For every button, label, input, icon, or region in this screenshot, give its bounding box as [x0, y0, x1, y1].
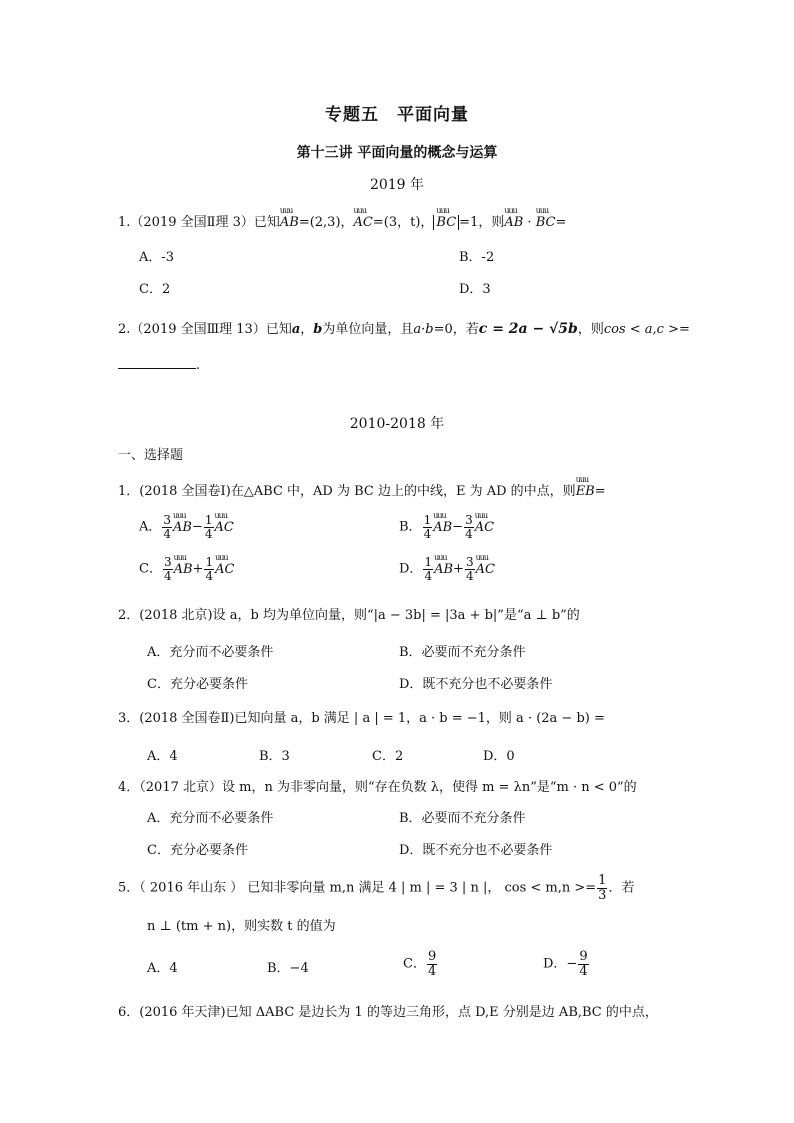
vector-ab: uuu AB: [174, 563, 193, 576]
section-heading: 一、选择题: [118, 448, 184, 463]
option-d: [399, 556, 495, 582]
question-text: ．若: [608, 880, 635, 896]
option-c: C．2: [372, 749, 404, 764]
fraction-num: 9: [427, 949, 437, 964]
vector-b: b: [313, 322, 323, 337]
question-2019-2: [118, 322, 690, 336]
question-text: 2.（2019 全国Ⅲ理 13）已知: [118, 322, 292, 337]
question-4: 4．（2017 北京）设 m，n 为非零向量，则“存在负数 λ，使得 m = λn”是“m · n < 0”的: [118, 780, 637, 795]
option-label: A．: [139, 519, 162, 535]
option-d: D．既不充分也不必要条件: [399, 677, 553, 692]
operator: −: [191, 519, 203, 535]
vector-bc: uuu BC: [536, 216, 556, 229]
option-c: C．充分必要条件: [147, 677, 248, 692]
option-c: C．2: [139, 282, 171, 297]
question-text: 为单位向量，且: [322, 322, 414, 337]
question-5-line2: n ⊥ (tm + n)，则实数 t 的值为: [147, 919, 336, 934]
question-text: .: [196, 358, 201, 373]
operator: −: [452, 519, 464, 535]
fraction-num: 1: [424, 555, 433, 569]
vector-ac: uuu AC: [476, 563, 495, 576]
vector-ab: uuu AB: [434, 563, 453, 576]
option-b: B．必要而不充分条件: [399, 811, 526, 826]
answer-blank[interactable]: [118, 358, 200, 372]
option-a: [139, 514, 234, 540]
option-label: C．: [139, 561, 162, 577]
vector-ab: uuu AB: [504, 216, 523, 229]
fraction-den: 4: [579, 963, 588, 979]
question-2019-1: 1.（2019 全国Ⅱ理 3）已知uuu AB=(2,3)，uuu AC=(3，t)，uuu BC =1，则uuu AB · uuu BC=: [118, 216, 566, 229]
fraction-den: 4: [424, 568, 433, 583]
vector-eb: uuu EB: [576, 485, 595, 498]
page-subtitle: 第十三讲 平面向量的概念与运算: [296, 145, 498, 161]
fraction-den: 4: [204, 526, 213, 541]
question-5: [118, 874, 634, 902]
fraction-den: 4: [465, 526, 473, 541]
vector-bc: uuu BC: [436, 216, 456, 229]
question-3: 3．(2018 全国卷Ⅱ)已知向量 a，b 满足 | a | = 1，a · b = −1，则 a · (2a − b) =: [118, 711, 605, 726]
fraction-den: 4: [163, 568, 172, 583]
option-b: B．3: [259, 749, 290, 764]
question-text: =: [555, 215, 567, 230]
fraction-num: 3: [465, 513, 473, 527]
option-label: B．: [399, 519, 422, 535]
question-text: 1．(2018 全国卷Ⅰ)在△ABC 中，AD 为 BC 边上的中线，E 为 AD 的中点，则: [118, 484, 576, 499]
option-d: D．既不充分也不必要条件: [399, 843, 553, 858]
fraction-den: 4: [427, 963, 437, 979]
operator: +: [192, 561, 204, 577]
option-a: A．-3: [139, 250, 175, 265]
fraction-num: 1: [598, 873, 607, 888]
question-text: =0，若: [433, 322, 479, 337]
year-heading-2019: 2019 年: [369, 177, 425, 193]
fraction-num: 3: [163, 555, 172, 569]
fraction-num: 1: [204, 513, 213, 527]
question-text: 1.（2019 全国Ⅱ理 3）已知: [118, 215, 280, 230]
fraction-num: 1: [423, 513, 432, 527]
option-a: A．4: [147, 961, 178, 976]
question-text: =(2,3)，: [298, 215, 354, 230]
fraction-den: 4: [163, 526, 172, 541]
question-2: 2．(2018 北京)设 a，b 均为单位向量，则“|a − 3b| = |3a + b|”是“a ⊥ b”的: [118, 608, 580, 623]
fraction-den: 4: [423, 526, 432, 541]
vector-ac: uuu AC: [215, 563, 234, 576]
option-label: D．: [399, 561, 423, 577]
option-d: [543, 950, 590, 978]
option-d: D．0: [483, 749, 515, 764]
dot-product: a·b: [413, 322, 434, 337]
question-text: =1，则: [459, 215, 505, 230]
vector-ac: uuu AC: [354, 216, 373, 229]
vector-ac: uuu AC: [215, 521, 234, 534]
fraction-den: 4: [205, 568, 214, 583]
question-text: 5．（ 2016 年山东 ） 已知非零向量 m,n 满足 4 | m | = 3 | n |， cos < m,n >=: [118, 880, 597, 896]
question-6: 6．(2016 年天津)已知 ΔABC 是边长为 1 的等边三角形，点 D,E 分别是边 AB,BC 的中点，: [118, 1005, 658, 1020]
formula: c = 2a − √5b: [478, 321, 578, 337]
fraction-num: 9: [579, 949, 588, 964]
option-b: B．必要而不充分条件: [399, 645, 526, 660]
option-b: [399, 514, 494, 540]
fraction-num: 3: [163, 513, 172, 527]
option-label: D．−: [543, 956, 578, 972]
option-label: C．: [403, 956, 426, 972]
question-text: ，: [300, 322, 314, 337]
question-text: =: [594, 484, 606, 499]
question-text: =(3，t)，: [372, 215, 434, 230]
page-title: 专题五 平面向量: [325, 105, 469, 125]
formula: cos < a,c >=: [603, 322, 690, 337]
operator: +: [453, 561, 464, 577]
fraction-num: 1: [205, 555, 214, 569]
vector-a: a: [291, 322, 301, 337]
fraction-den: 4: [465, 568, 474, 583]
option-a: A．充分而不必要条件: [147, 811, 274, 826]
year-heading-2010: 2010-2018 年: [349, 416, 445, 432]
option-b: B．-2: [459, 250, 495, 265]
question-text: ，则: [577, 322, 604, 337]
option-d: D．3: [459, 282, 491, 297]
option-c: [139, 556, 234, 582]
vector-ab: uuu AB: [280, 216, 299, 229]
vector-ab: uuu AB: [173, 521, 192, 534]
option-c: C．充分必要条件: [147, 843, 248, 858]
option-a: A．充分而不必要条件: [147, 645, 274, 660]
question-1: [118, 485, 606, 498]
vector-ab: uuu AB: [433, 521, 452, 534]
option-a: A．4: [147, 749, 178, 764]
vector-ac: uuu AC: [475, 521, 494, 534]
option-b: B．−4: [267, 961, 309, 976]
fraction-den: 3: [598, 887, 607, 903]
option-c: [403, 950, 438, 978]
fraction-num: 3: [465, 555, 474, 569]
